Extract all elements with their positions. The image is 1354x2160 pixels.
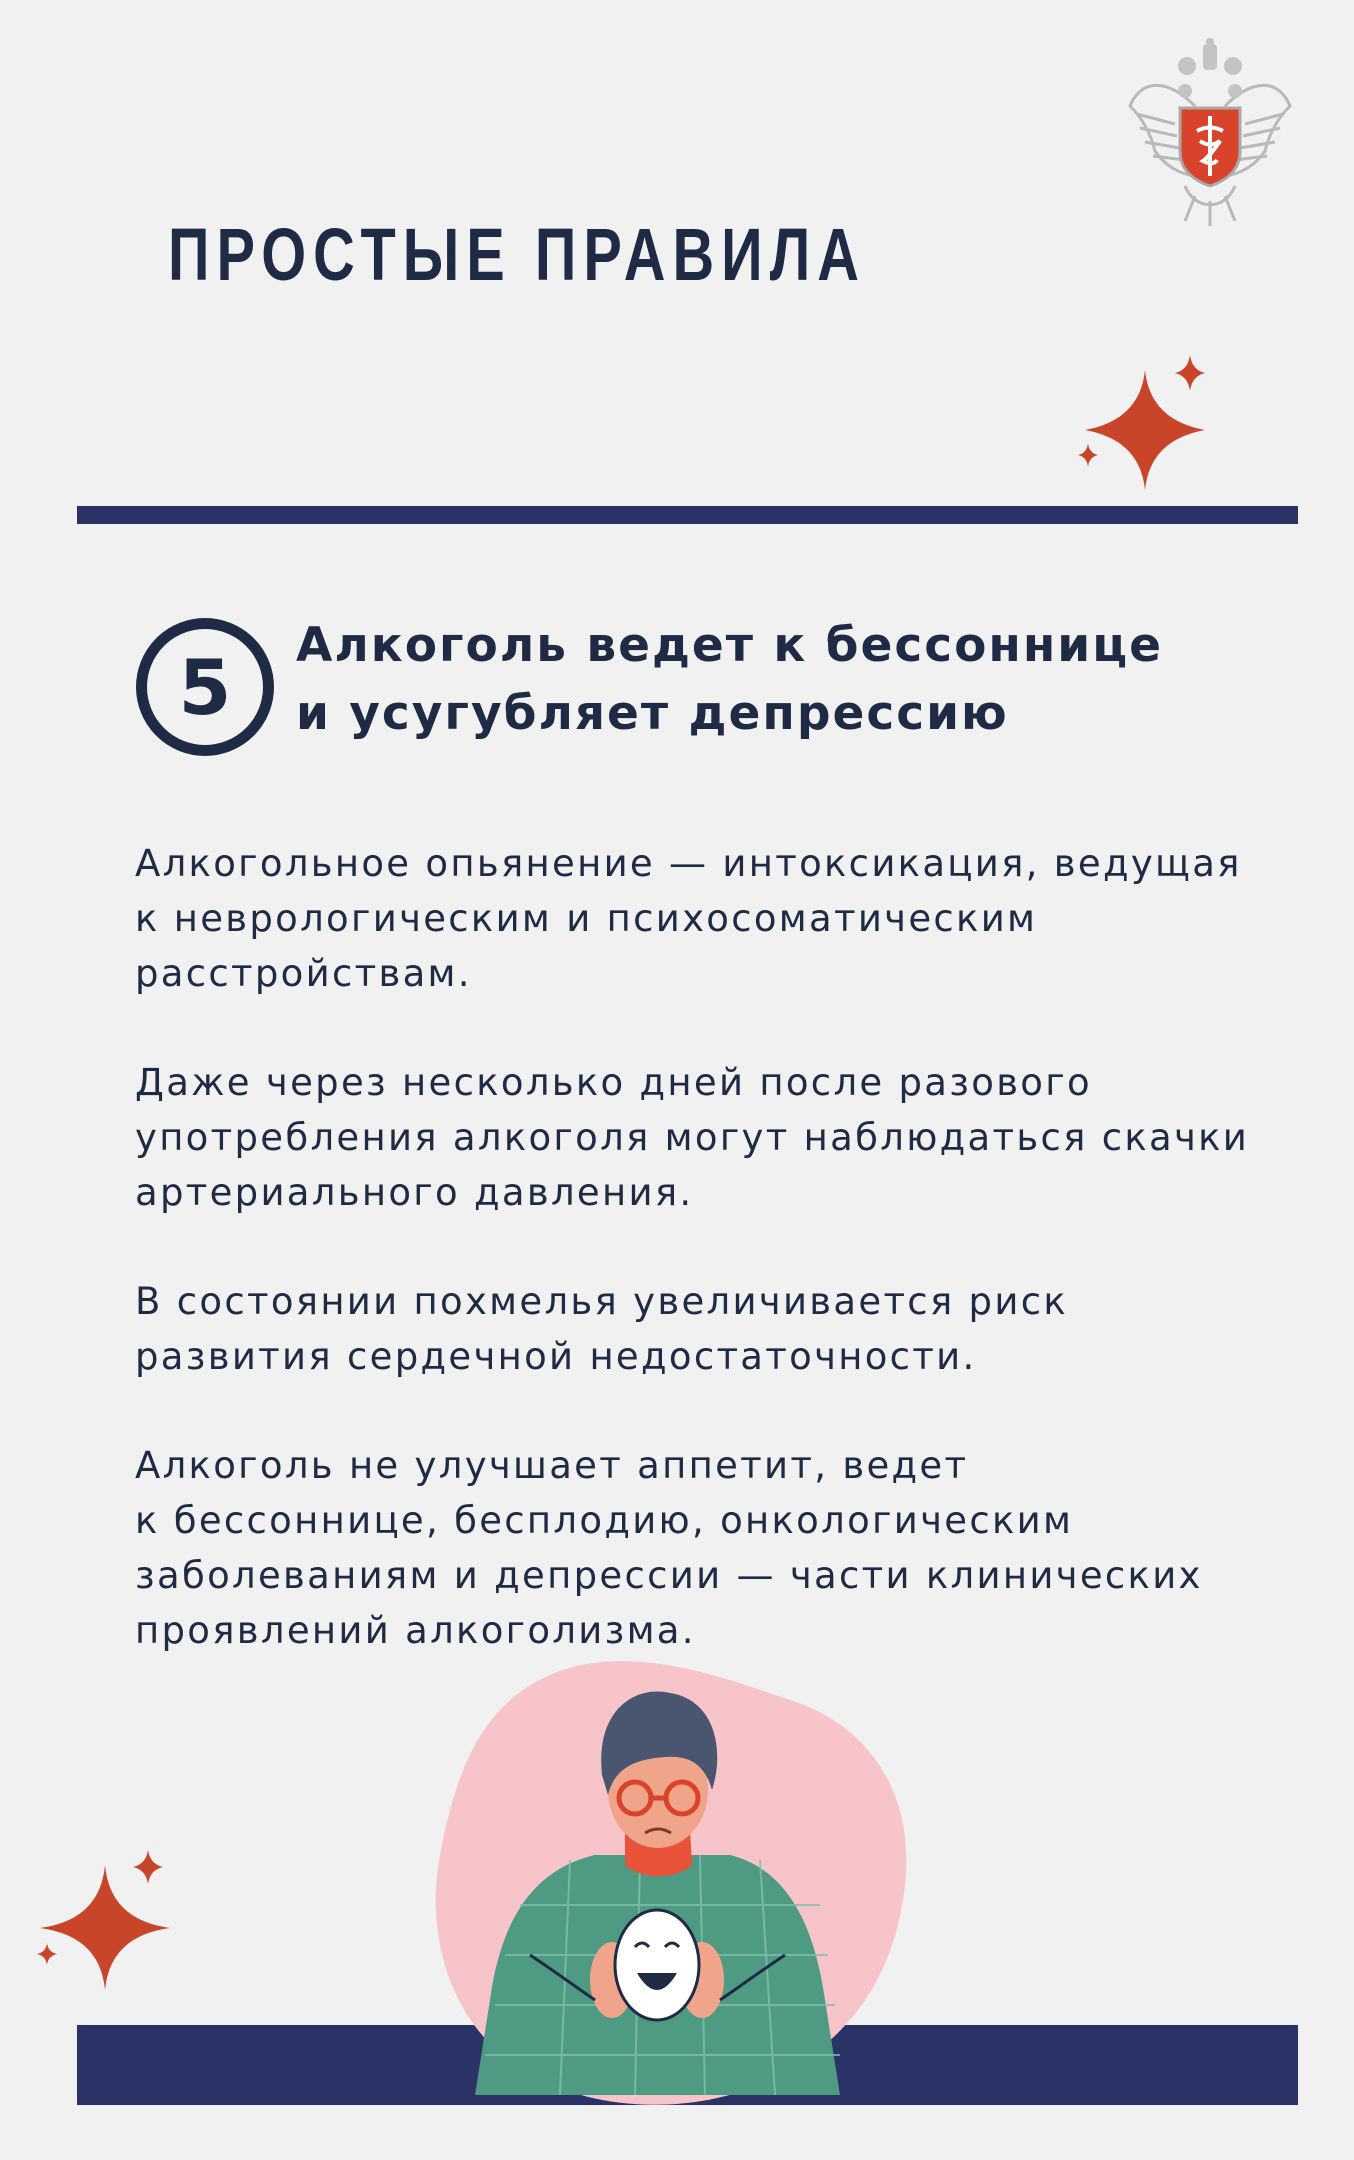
paragraph-line: артериального давления. [135, 1171, 694, 1214]
paragraph-line: проявлений алкоголизма. [135, 1609, 696, 1652]
paragraph [135, 1274, 1335, 1384]
paragraph [135, 1438, 1335, 1658]
paragraph-line: Даже через несколько дней после разового [135, 1061, 1092, 1104]
paragraph-line: В состоянии похмелья увеличивается риск [135, 1280, 1068, 1323]
divider-bar [77, 506, 1298, 524]
rule-heading [296, 612, 1296, 748]
paragraph-line: заболеваниям и депрессии — части клинических [135, 1554, 1203, 1597]
paragraph [135, 836, 1335, 1001]
paragraph-line: употребления алкоголя могут наблюдаться скачки [135, 1116, 1250, 1159]
rule-heading-line: Алкоголь ведет к бессоннице [296, 618, 1163, 673]
sparkle-icon [25, 1850, 185, 1995]
rule-heading-line: и усугубляет депрессию [296, 686, 1009, 741]
paragraph-line: развития сердечной недостаточности. [135, 1335, 977, 1378]
paragraph [135, 1055, 1335, 1220]
paragraph-line: расстройствам. [135, 952, 472, 995]
sparkle-icon [1070, 355, 1220, 495]
ministry-emblem-icon [1125, 36, 1295, 231]
page-title: ПРОСТЫЕ ПРАВИЛА [168, 213, 866, 296]
paragraph-line: к бессоннице, бесплодию, онкологическим [135, 1499, 1074, 1542]
rule-number-badge: 5 [136, 618, 274, 756]
paragraph-line: к неврологическим и психосоматическим [135, 897, 1038, 940]
person-holding-mask-illustration [430, 1655, 910, 2110]
paragraph-line: Алкогольное опьянение — интоксикация, ведущая [135, 842, 1242, 885]
paragraph-line: Алкоголь не улучшает аппетит, ведет [135, 1444, 969, 1487]
